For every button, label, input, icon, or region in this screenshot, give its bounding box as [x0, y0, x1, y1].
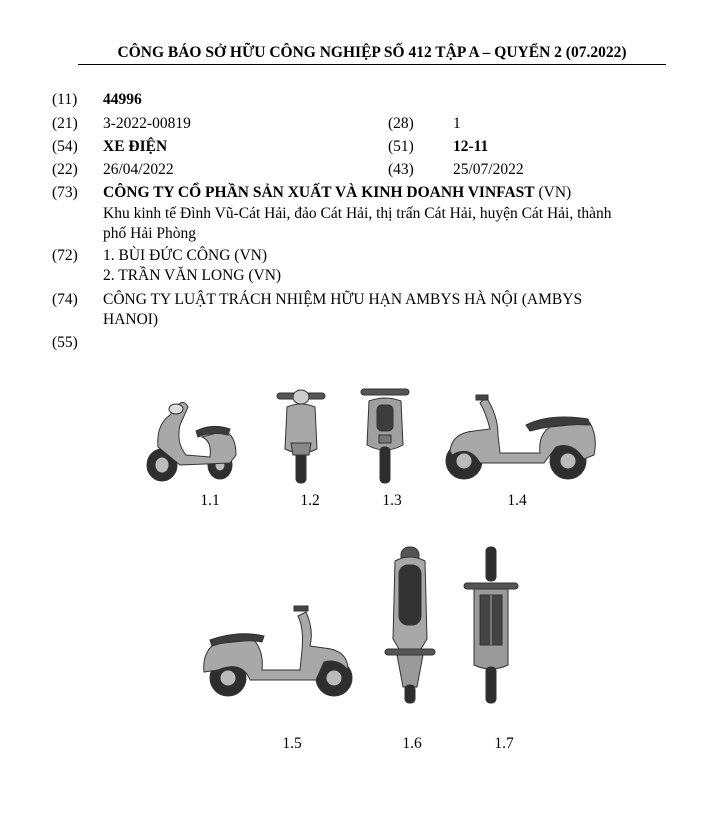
field-code-72: (72) — [52, 247, 78, 264]
owner-country: (VN) — [534, 184, 572, 201]
field-code-73: (73) — [52, 184, 78, 201]
field-code-22: (22) — [52, 161, 78, 178]
application-number: 3-2022-00819 — [103, 115, 191, 132]
field-code-55: (55) — [52, 334, 78, 351]
owner-name: CÔNG TY CỔ PHẦN SẢN XUẤT VÀ KINH DOANH VINFAST — [103, 184, 535, 201]
field-code-28: (28) — [388, 115, 414, 132]
agent-line2: HANOI) — [103, 311, 159, 328]
locarno-class: 12-11 — [453, 138, 489, 155]
figure-1-1-label: 1.1 — [200, 492, 220, 509]
publication-date: 25/07/2022 — [453, 161, 524, 178]
field-code-74: (74) — [52, 291, 78, 308]
filing-date: 26/04/2022 — [103, 161, 174, 178]
registration-number: 44996 — [103, 91, 142, 108]
figure-1-1-image — [140, 385, 240, 485]
field-code-11: (11) — [52, 91, 78, 108]
page-header: CÔNG BÁO SỞ HỮU CÔNG NGHIỆP SỐ 412 TẬP A – QUYỂN 2 (07.2022) — [78, 44, 666, 65]
design-count: 1 — [453, 115, 461, 132]
owner-address-line1: Khu kinh tế Đình Vũ-Cát Hải, đảo Cát Hải, thị trấn Cát Hải, huyện Cát Hải, thành — [103, 205, 612, 222]
author-1: 1. BÙI ĐỨC CÔNG (VN) — [103, 247, 268, 264]
figure-1-4-image — [440, 385, 598, 483]
field-code-21: (21) — [52, 115, 78, 132]
field-code-43: (43) — [388, 161, 414, 178]
figure-1-7-image — [462, 545, 520, 705]
figure-1-2-label: 1.2 — [300, 492, 320, 509]
figure-1-6-label: 1.6 — [402, 735, 422, 752]
field-code-54: (54) — [52, 138, 78, 155]
owner-line — [103, 183, 571, 203]
figure-1-5-label: 1.5 — [282, 735, 302, 752]
figure-1-4-label: 1.4 — [507, 492, 527, 509]
agent-line1: CÔNG TY LUẬT TRÁCH NHIỆM HỮU HẠN AMBYS HÀ NỘI (AMBYS — [103, 291, 583, 308]
figure-1-3-label: 1.3 — [382, 492, 402, 509]
figure-1-7-label: 1.7 — [494, 735, 514, 752]
design-title: XE ĐIỆN — [103, 138, 168, 155]
figure-1-6-image — [383, 545, 437, 705]
field-code-51: (51) — [388, 138, 414, 155]
author-2: 2. TRẦN VĂN LONG (VN) — [103, 267, 282, 284]
figure-1-5-image — [198, 600, 358, 700]
owner-address-line2: phố Hải Phòng — [103, 225, 196, 242]
figure-1-2-image — [275, 383, 327, 485]
figure-1-3-image — [359, 383, 411, 485]
